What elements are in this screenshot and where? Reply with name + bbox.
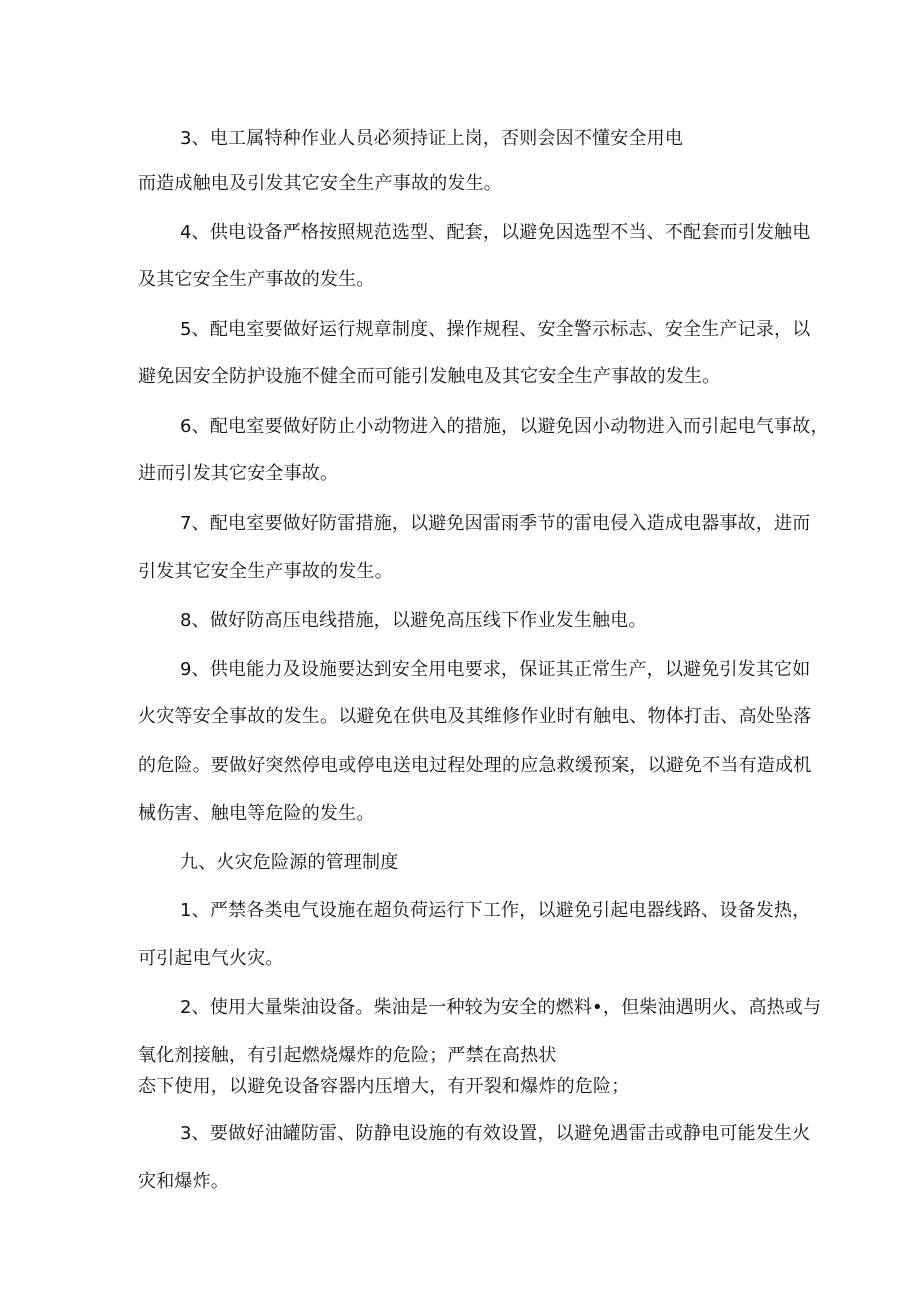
item-3-line-1: 3、电工属特种作业人员必须持证上岗，否则会因不懂安全用电 — [180, 128, 684, 149]
fire-item-1-line-2: 可引起电气火灾。 — [138, 948, 284, 969]
item-7-line-1: 7、配电室要做好防雷措施，以避免因雷雨季节的雷电侵入造成电器事故，进而 — [180, 513, 811, 534]
fire-item-1-line-1: 1、严禁各类电气设施在超负荷运行下工作，以避免引起电器线路、设备发热， — [180, 900, 811, 921]
item-9-line-2: 火灾等安全事故的发生。以避免在供电及其维修作业时有触电、物体打击、高处坠落 — [138, 706, 812, 727]
item-5-line-1: 5、配电室要做好运行规章制度、操作规程、安全警示标志、安全生产记录，以 — [180, 319, 811, 340]
item-8-line-1: 8、做好防高压电线措施，以避免高压线下作业发生触电。 — [180, 610, 647, 631]
fire-item-2-line-2: 氧化剂接触，有引起燃烧爆炸的危险；严禁在高热状 — [138, 1045, 557, 1066]
fire-item-2-line-1: 2、使用大量柴油设备。柴油是一种较为安全的燃料•，但柴油遇明火、高热或与 — [180, 997, 822, 1018]
item-4-line-2: 及其它安全生产事故的发生。 — [138, 269, 375, 290]
fire-item-2-line-3: 态下使用，以避免设备容器内压增大，有开裂和爆炸的危险； — [138, 1076, 630, 1097]
fire-item-3-line-1: 3、要做好油罐防雷、防静电设施的有效设置，以避免遇雷击或静电可能发生火 — [180, 1123, 811, 1144]
item-9-line-3: 的危险。要做好突然停电或停电送电过程处理的应急救缓预案，以避免不当有造成机 — [138, 755, 812, 776]
item-9-line-1: 9、供电能力及设施要达到安全用电要求，保证其正常生产，以避免引发其它如 — [180, 659, 811, 680]
item-6-line-2: 进而引发其它安全事故。 — [138, 463, 339, 484]
item-4-line-1: 4、供电设备严格按照规范选型、配套，以避免因选型不当、不配套而引发触电 — [180, 222, 811, 243]
item-5-line-2: 避免因安全防护设施不健全而可能引发触电及其它安全生产事故的发生。 — [138, 366, 721, 387]
item-6-line-1: 6、配电室要做好防止小动物进入的措施，以避免因小动物进入而引起电气事故， — [180, 416, 829, 437]
item-7-line-2: 引发其它安全生产事故的发生。 — [138, 561, 393, 582]
section-heading: 九、火灾危险源的管理制度 — [180, 852, 399, 873]
item-9-line-4: 械伤害、触电等危险的发生。 — [138, 803, 375, 824]
item-3-line-2: 而造成触电及引发其它安全生产事故的发生。 — [138, 173, 502, 194]
fire-item-3-line-2: 灾和爆炸。 — [138, 1171, 229, 1192]
